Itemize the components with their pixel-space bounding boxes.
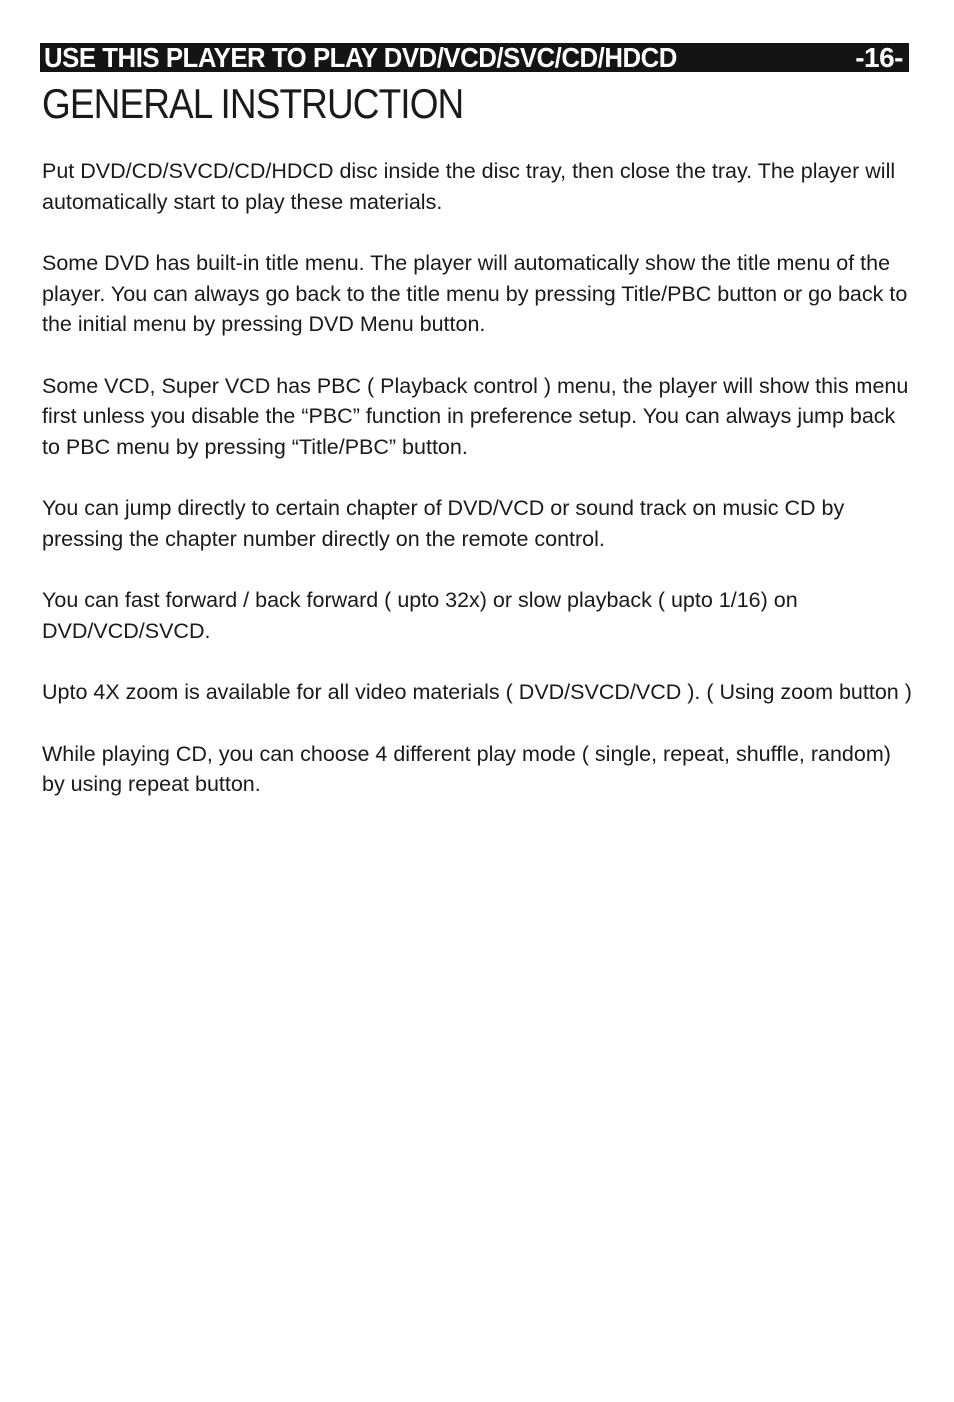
section-header-bar — [40, 43, 909, 72]
paragraph-chapter-jump: You can jump directly to certain chapter of DVD/VCD or sound track on music CD by pressing the chapter number directly on the remote control. — [42, 496, 845, 551]
paragraph-zoom: Upto 4X zoom is available for all video materials ( DVD/SVCD/VCD ). ( Using zoom button ) — [42, 680, 912, 704]
paragraph-play-mode: While playing CD, you can choose 4 different play mode ( single, repeat, shuffle, random) by using repeat button. — [42, 741, 891, 796]
page-title: GENERAL INSTRUCTION — [42, 80, 464, 127]
paragraph-disc-tray: Put DVD/CD/SVCD/CD/HDCD disc inside the disc tray, then close the tray. The player will automatically start to play these materials. — [42, 159, 896, 214]
instruction-body — [42, 156, 914, 831]
page-number: -16- — [855, 43, 903, 72]
paragraph-fast-forward: You can fast forward / back forward ( upto 32x) or slow playback ( upto 1/16) on DVD/VCD/SVCD. — [42, 588, 798, 643]
paragraph-title-menu: Some DVD has built-in title menu. The player will automatically show the title menu of the player. You can always go back to the title menu by pressing Title/PBC button or go back to the initial menu by pressing DVD Menu button. — [42, 251, 908, 336]
paragraph-pbc-menu: Some VCD, Super VCD has PBC ( Playback control ) menu, the player will show this menu first unless you disable the “PBC” function in preference setup. You can always jump back to PBC menu by pressing “Title/PBC” button. — [42, 373, 909, 459]
section-header-title: USE THIS PLAYER TO PLAY DVD/VCD/SVC/CD/HDCD — [44, 43, 677, 72]
